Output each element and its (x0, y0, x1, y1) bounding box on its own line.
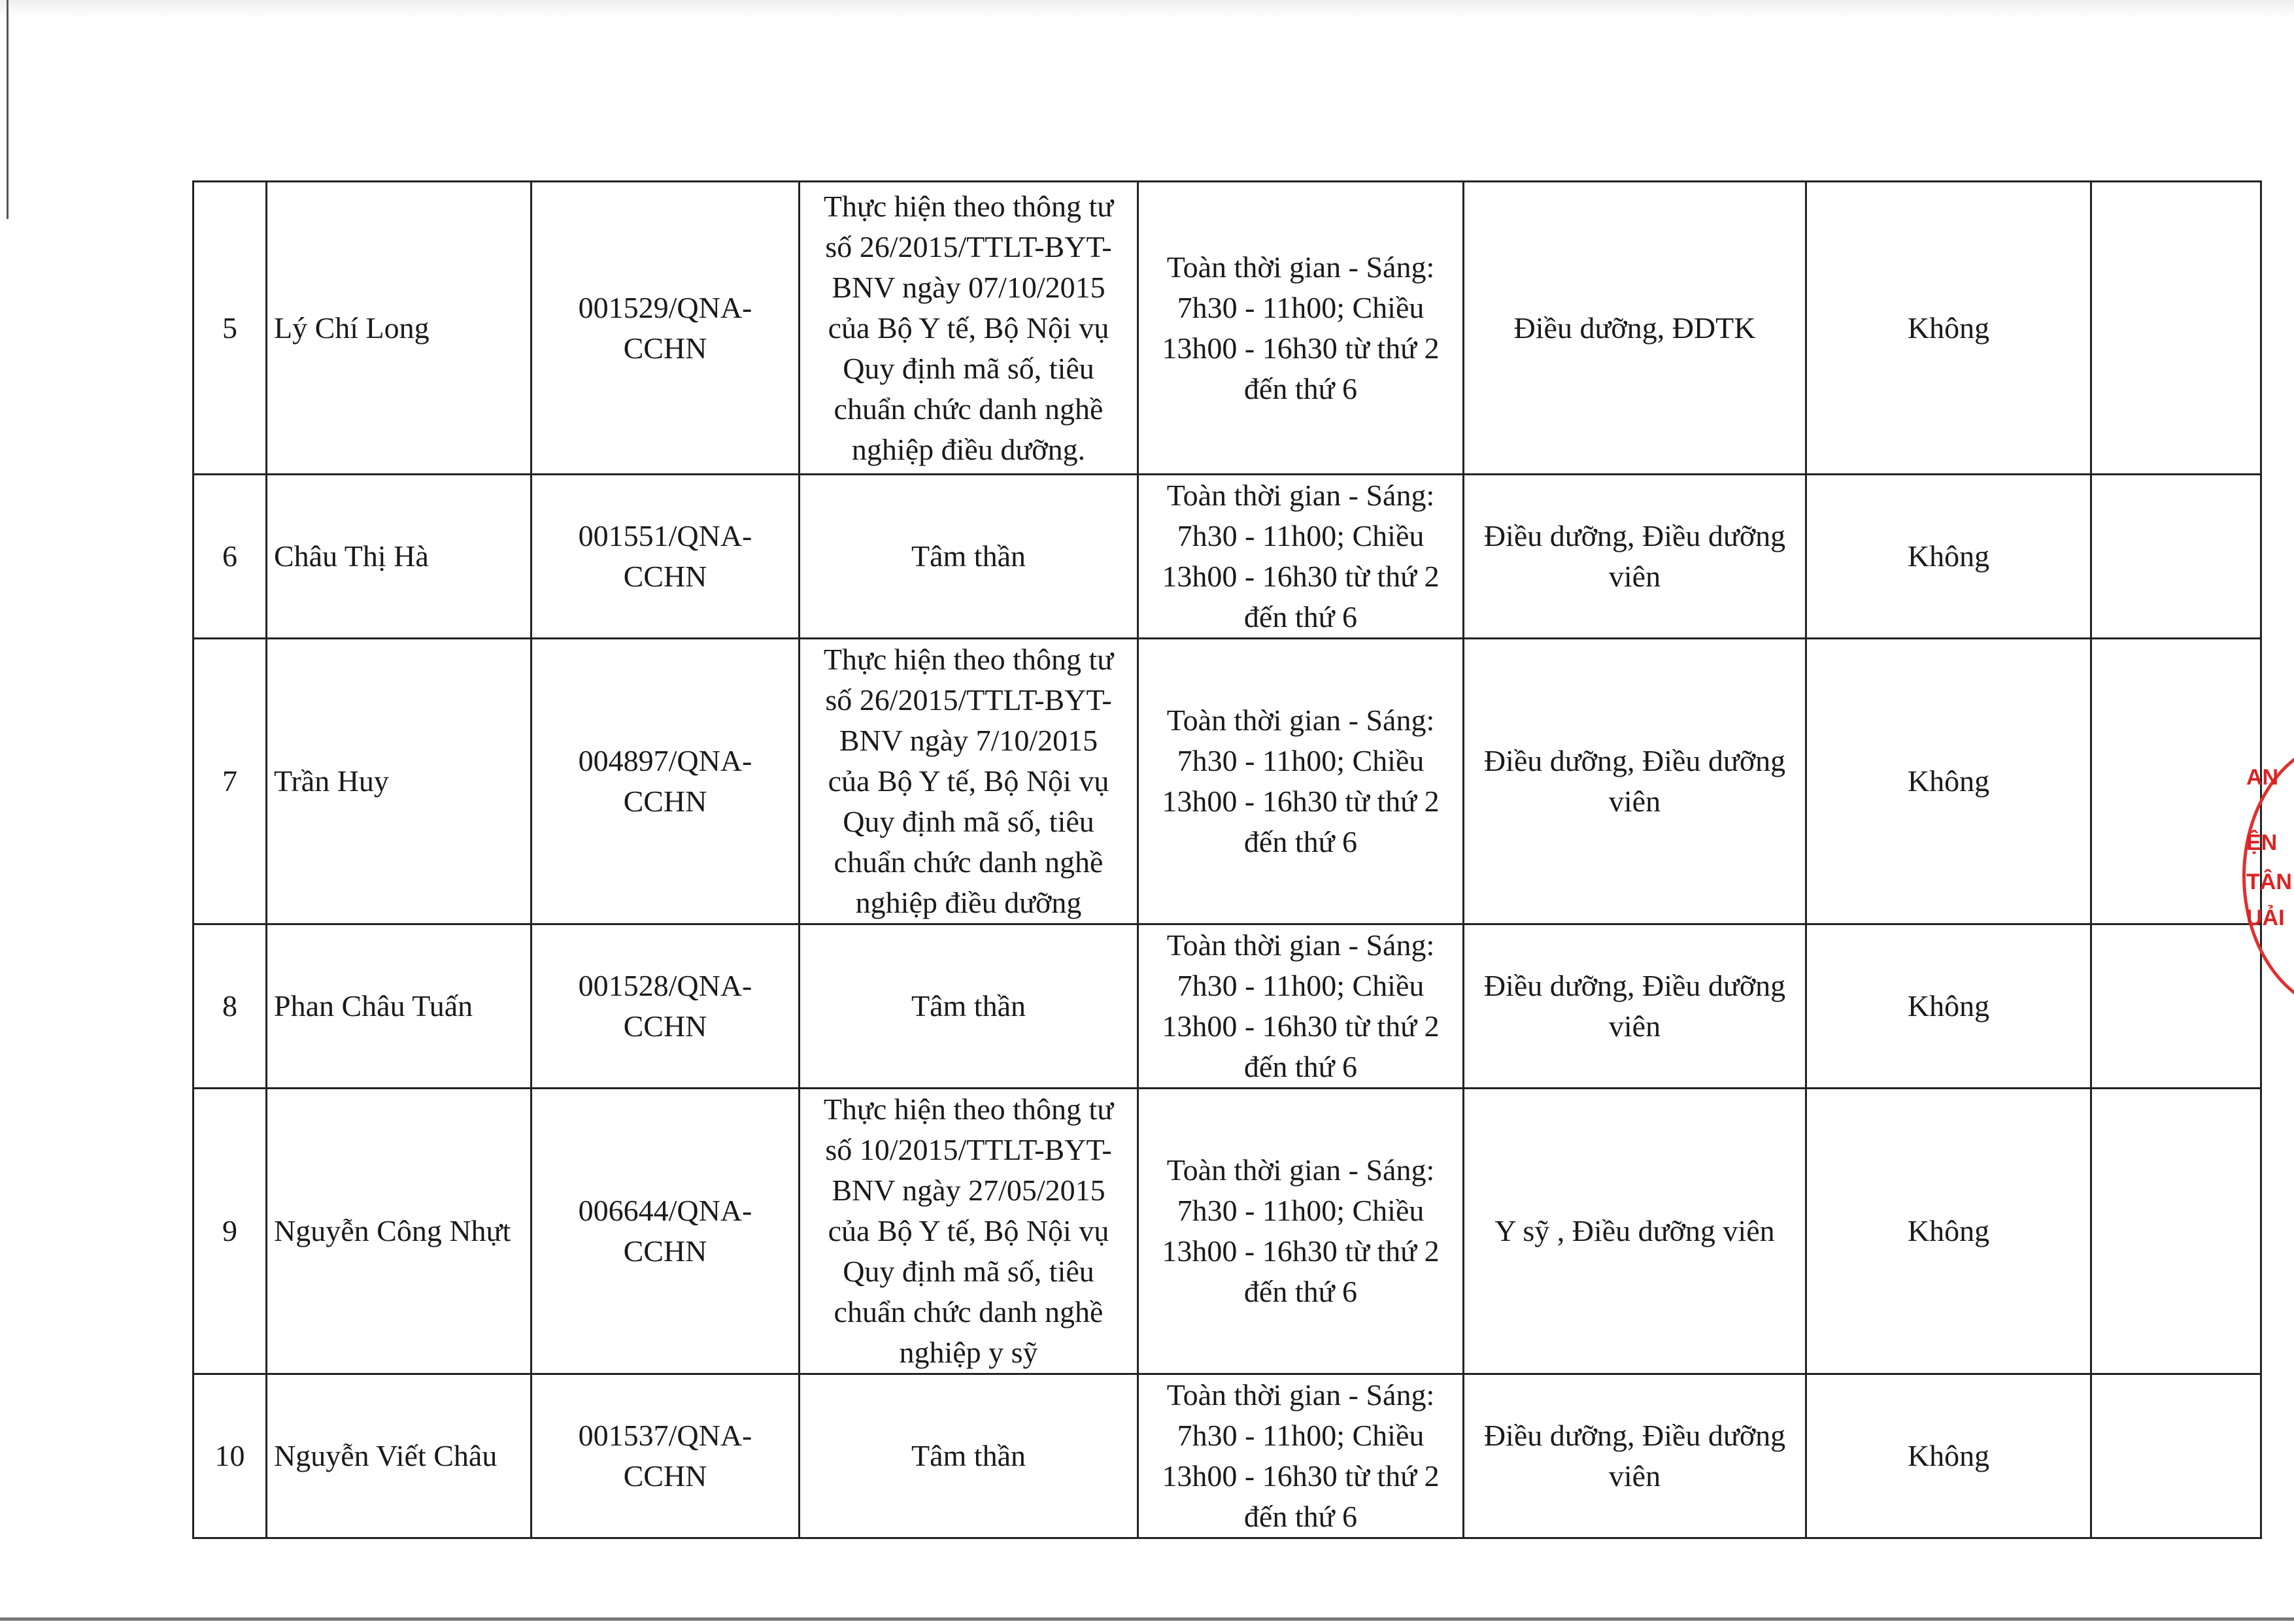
cell-line: 7h30 - 11h00; Chiều (1177, 290, 1425, 324)
cell-line: đến thứ 6 (1243, 600, 1358, 634)
cell-line: CCHN (623, 1459, 707, 1493)
practice-scope-cell (800, 1089, 1138, 1374)
practice-scope-cell (800, 182, 1138, 475)
row-number-cell (194, 182, 267, 475)
cell-line: CCHN (623, 1234, 707, 1268)
cell-line: Tâm thần (911, 1439, 1026, 1472)
cell-line: viên (1608, 785, 1661, 818)
cell-text: Nguyễn Viết Châu (274, 1439, 498, 1472)
cell-text: 8 (222, 989, 237, 1023)
table-row (194, 639, 2261, 924)
cell-text: Không (1907, 539, 1990, 573)
cell-line: của Bộ Y tế, Bộ Nội vụ (828, 311, 1109, 345)
staff-name-cell (267, 1374, 531, 1538)
cell-text: Không (1907, 311, 1990, 345)
cell-line: viên (1608, 1009, 1661, 1043)
cell-line: Quy định mã số, tiêu (843, 1255, 1094, 1288)
working-hours-cell (1138, 182, 1464, 475)
row-number-cell (194, 1374, 267, 1538)
staff-name-cell (267, 1089, 531, 1374)
cell-text: Không (1907, 1214, 1990, 1247)
blank-cell (2091, 1089, 2261, 1374)
working-hours-cell (1138, 924, 1464, 1089)
staff-name-cell (267, 924, 531, 1089)
scan-edge-line (7, 0, 8, 219)
cell-line: Thực hiện theo thông tư (823, 1092, 1114, 1126)
blank-cell (2091, 182, 2261, 475)
cell-line: đến thứ 6 (1243, 1500, 1358, 1533)
cell-line: viên (1608, 1459, 1661, 1493)
license-number-cell (531, 1089, 800, 1374)
license-number-cell (531, 1374, 800, 1538)
cell-line: đến thứ 6 (1243, 825, 1358, 858)
cell-line: Điều dưỡng, ĐDTK (1513, 311, 1756, 345)
cell-line: 001529/QNA- (578, 290, 752, 324)
cell-line: chuẩn chức danh nghề (834, 392, 1104, 426)
row-number-cell (194, 924, 267, 1089)
cell-line: CCHN (623, 560, 707, 593)
position-cell (1464, 639, 1806, 924)
cell-line: 001537/QNA- (578, 1419, 752, 1452)
cell-line: 13h00 - 16h30 từ thứ 2 (1162, 785, 1440, 818)
cell-text: Phan Châu Tuấn (274, 989, 473, 1023)
cell-text: Nguyễn Công Nhựt (274, 1214, 511, 1247)
cell-line: đến thứ 6 (1243, 1275, 1358, 1308)
table-row (194, 924, 2261, 1089)
cell-text: Châu Thị Hà (274, 539, 429, 573)
cell-line: CCHN (623, 1009, 707, 1043)
cell-line: nghiệp điều dưỡng. (851, 432, 1086, 466)
blank-cell (2091, 1374, 2261, 1538)
cell-line: số 26/2015/TTLT-BYT- (825, 229, 1112, 263)
cell-text: 7 (222, 764, 237, 798)
cell-line: 13h00 - 16h30 từ thứ 2 (1162, 1459, 1440, 1493)
cell-line: 13h00 - 16h30 từ thứ 2 (1162, 1009, 1440, 1043)
note-cell (1806, 924, 2091, 1089)
cell-line: Toàn thời gian - Sáng: (1166, 703, 1435, 737)
cell-line: nghiệp y sỹ (899, 1336, 1038, 1369)
staff-name-cell (267, 182, 531, 475)
cell-text: Không (1907, 1439, 1990, 1472)
cell-text: Không (1907, 764, 1990, 798)
note-cell (1806, 639, 2091, 924)
blank-cell (2091, 475, 2261, 639)
cell-line: chuẩn chức danh nghề (834, 1295, 1104, 1328)
cell-line: đến thứ 6 (1243, 1050, 1358, 1083)
cell-line: Thực hiện theo thông tư (823, 643, 1114, 676)
cell-line: Điều dưỡng, Điều dưỡng (1483, 969, 1786, 1002)
practice-scope-cell (800, 924, 1138, 1089)
position-cell (1464, 924, 1806, 1089)
cell-line: 004897/QNA- (578, 744, 752, 777)
practice-scope-cell (800, 475, 1138, 639)
cell-line: Quy định mã số, tiêu (843, 351, 1094, 385)
cell-line: Y sỹ , Điều dưỡng viên (1494, 1214, 1775, 1247)
cell-line: nghiệp điều dưỡng (855, 886, 1082, 919)
table-body (194, 182, 2261, 1538)
cell-line: Tâm thần (911, 539, 1026, 573)
cell-text: Trần Huy (274, 764, 389, 798)
scan-shading (0, 0, 2294, 18)
seal-text: UẢI (2246, 905, 2285, 930)
cell-line: của Bộ Y tế, Bộ Nội vụ (828, 1214, 1109, 1247)
cell-line: của Bộ Y tế, Bộ Nội vụ (828, 764, 1109, 798)
table-row (194, 182, 2261, 475)
staff-name-cell (267, 639, 531, 924)
cell-text: 6 (222, 539, 237, 573)
cell-text: 9 (222, 1214, 237, 1247)
seal-text: TÂN (2246, 870, 2292, 894)
cell-line: viên (1608, 560, 1661, 593)
license-number-cell (531, 182, 800, 475)
row-number-cell (194, 639, 267, 924)
cell-line: 7h30 - 11h00; Chiều (1177, 1419, 1425, 1452)
cell-text: Không (1907, 989, 1990, 1023)
note-cell (1806, 1089, 2091, 1374)
cell-line: 001528/QNA- (578, 969, 752, 1002)
position-cell (1464, 1374, 1806, 1538)
red-seal-stamp (2223, 739, 2294, 1013)
note-cell (1806, 182, 2091, 475)
row-number-cell (194, 1089, 267, 1374)
position-cell (1464, 1089, 1806, 1374)
working-hours-cell (1138, 475, 1464, 639)
cell-line: Toàn thời gian - Sáng: (1166, 479, 1435, 512)
cell-line: 7h30 - 11h00; Chiều (1177, 519, 1425, 552)
cell-line: CCHN (623, 785, 707, 818)
table-row (194, 1374, 2261, 1538)
cell-line: 7h30 - 11h00; Chiều (1177, 744, 1425, 777)
staff-name-cell (267, 475, 531, 639)
note-cell (1806, 1374, 2091, 1538)
working-hours-cell (1138, 639, 1464, 924)
cell-line: CCHN (623, 331, 707, 365)
staff-table (192, 180, 2262, 1539)
license-number-cell (531, 639, 800, 924)
cell-line: Điều dưỡng, Điều dưỡng (1483, 744, 1786, 777)
cell-line: 7h30 - 11h00; Chiều (1177, 1194, 1425, 1227)
cell-line: BNV ngày 7/10/2015 (839, 724, 1098, 757)
working-hours-cell (1138, 1089, 1464, 1374)
cell-text: 5 (222, 311, 237, 345)
cell-line: số 10/2015/TTLT-BYT- (825, 1133, 1112, 1166)
cell-line: Toàn thời gian - Sáng: (1166, 1153, 1435, 1187)
cell-line: chuẩn chức danh nghề (834, 845, 1104, 879)
position-cell (1464, 182, 1806, 475)
table-row (194, 475, 2261, 639)
cell-line: 13h00 - 16h30 từ thứ 2 (1162, 331, 1440, 365)
cell-line: Toàn thời gian - Sáng: (1166, 1378, 1435, 1412)
cell-line: Thực hiện theo thông tư (823, 189, 1114, 223)
cell-line: 13h00 - 16h30 từ thứ 2 (1162, 1234, 1440, 1268)
license-number-cell (531, 924, 800, 1089)
cell-line: 13h00 - 16h30 từ thứ 2 (1162, 560, 1440, 593)
table-row (194, 1089, 2261, 1374)
position-cell (1464, 475, 1806, 639)
cell-line: BNV ngày 27/05/2015 (832, 1174, 1105, 1207)
working-hours-cell (1138, 1374, 1464, 1538)
cell-line: Quy định mã số, tiêu (843, 805, 1094, 838)
cell-text: 10 (214, 1439, 245, 1472)
note-cell (1806, 475, 2091, 639)
cell-line: BNV ngày 07/10/2015 (832, 270, 1105, 304)
cell-text: Lý Chí Long (274, 311, 430, 345)
cell-line: 006644/QNA- (578, 1194, 752, 1227)
seal-text: AN (2246, 765, 2279, 790)
cell-line: số 26/2015/TTLT-BYT- (825, 683, 1112, 717)
license-number-cell (531, 475, 800, 639)
seal-text: ỆN (2246, 830, 2278, 855)
cell-line: Toàn thời gian - Sáng: (1166, 250, 1435, 284)
row-number-cell (194, 475, 267, 639)
cell-line: đến thứ 6 (1243, 371, 1358, 405)
practice-scope-cell (800, 1374, 1138, 1538)
cell-line: Điều dưỡng, Điều dưỡng (1483, 1419, 1786, 1452)
scan-edge-line (0, 1617, 2294, 1621)
cell-line: Tâm thần (911, 989, 1026, 1023)
cell-line: 001551/QNA- (578, 519, 752, 552)
cell-line: 7h30 - 11h00; Chiều (1177, 969, 1425, 1002)
cell-line: Điều dưỡng, Điều dưỡng (1483, 519, 1786, 552)
cell-line: Toàn thời gian - Sáng: (1166, 928, 1435, 962)
practice-scope-cell (800, 639, 1138, 924)
